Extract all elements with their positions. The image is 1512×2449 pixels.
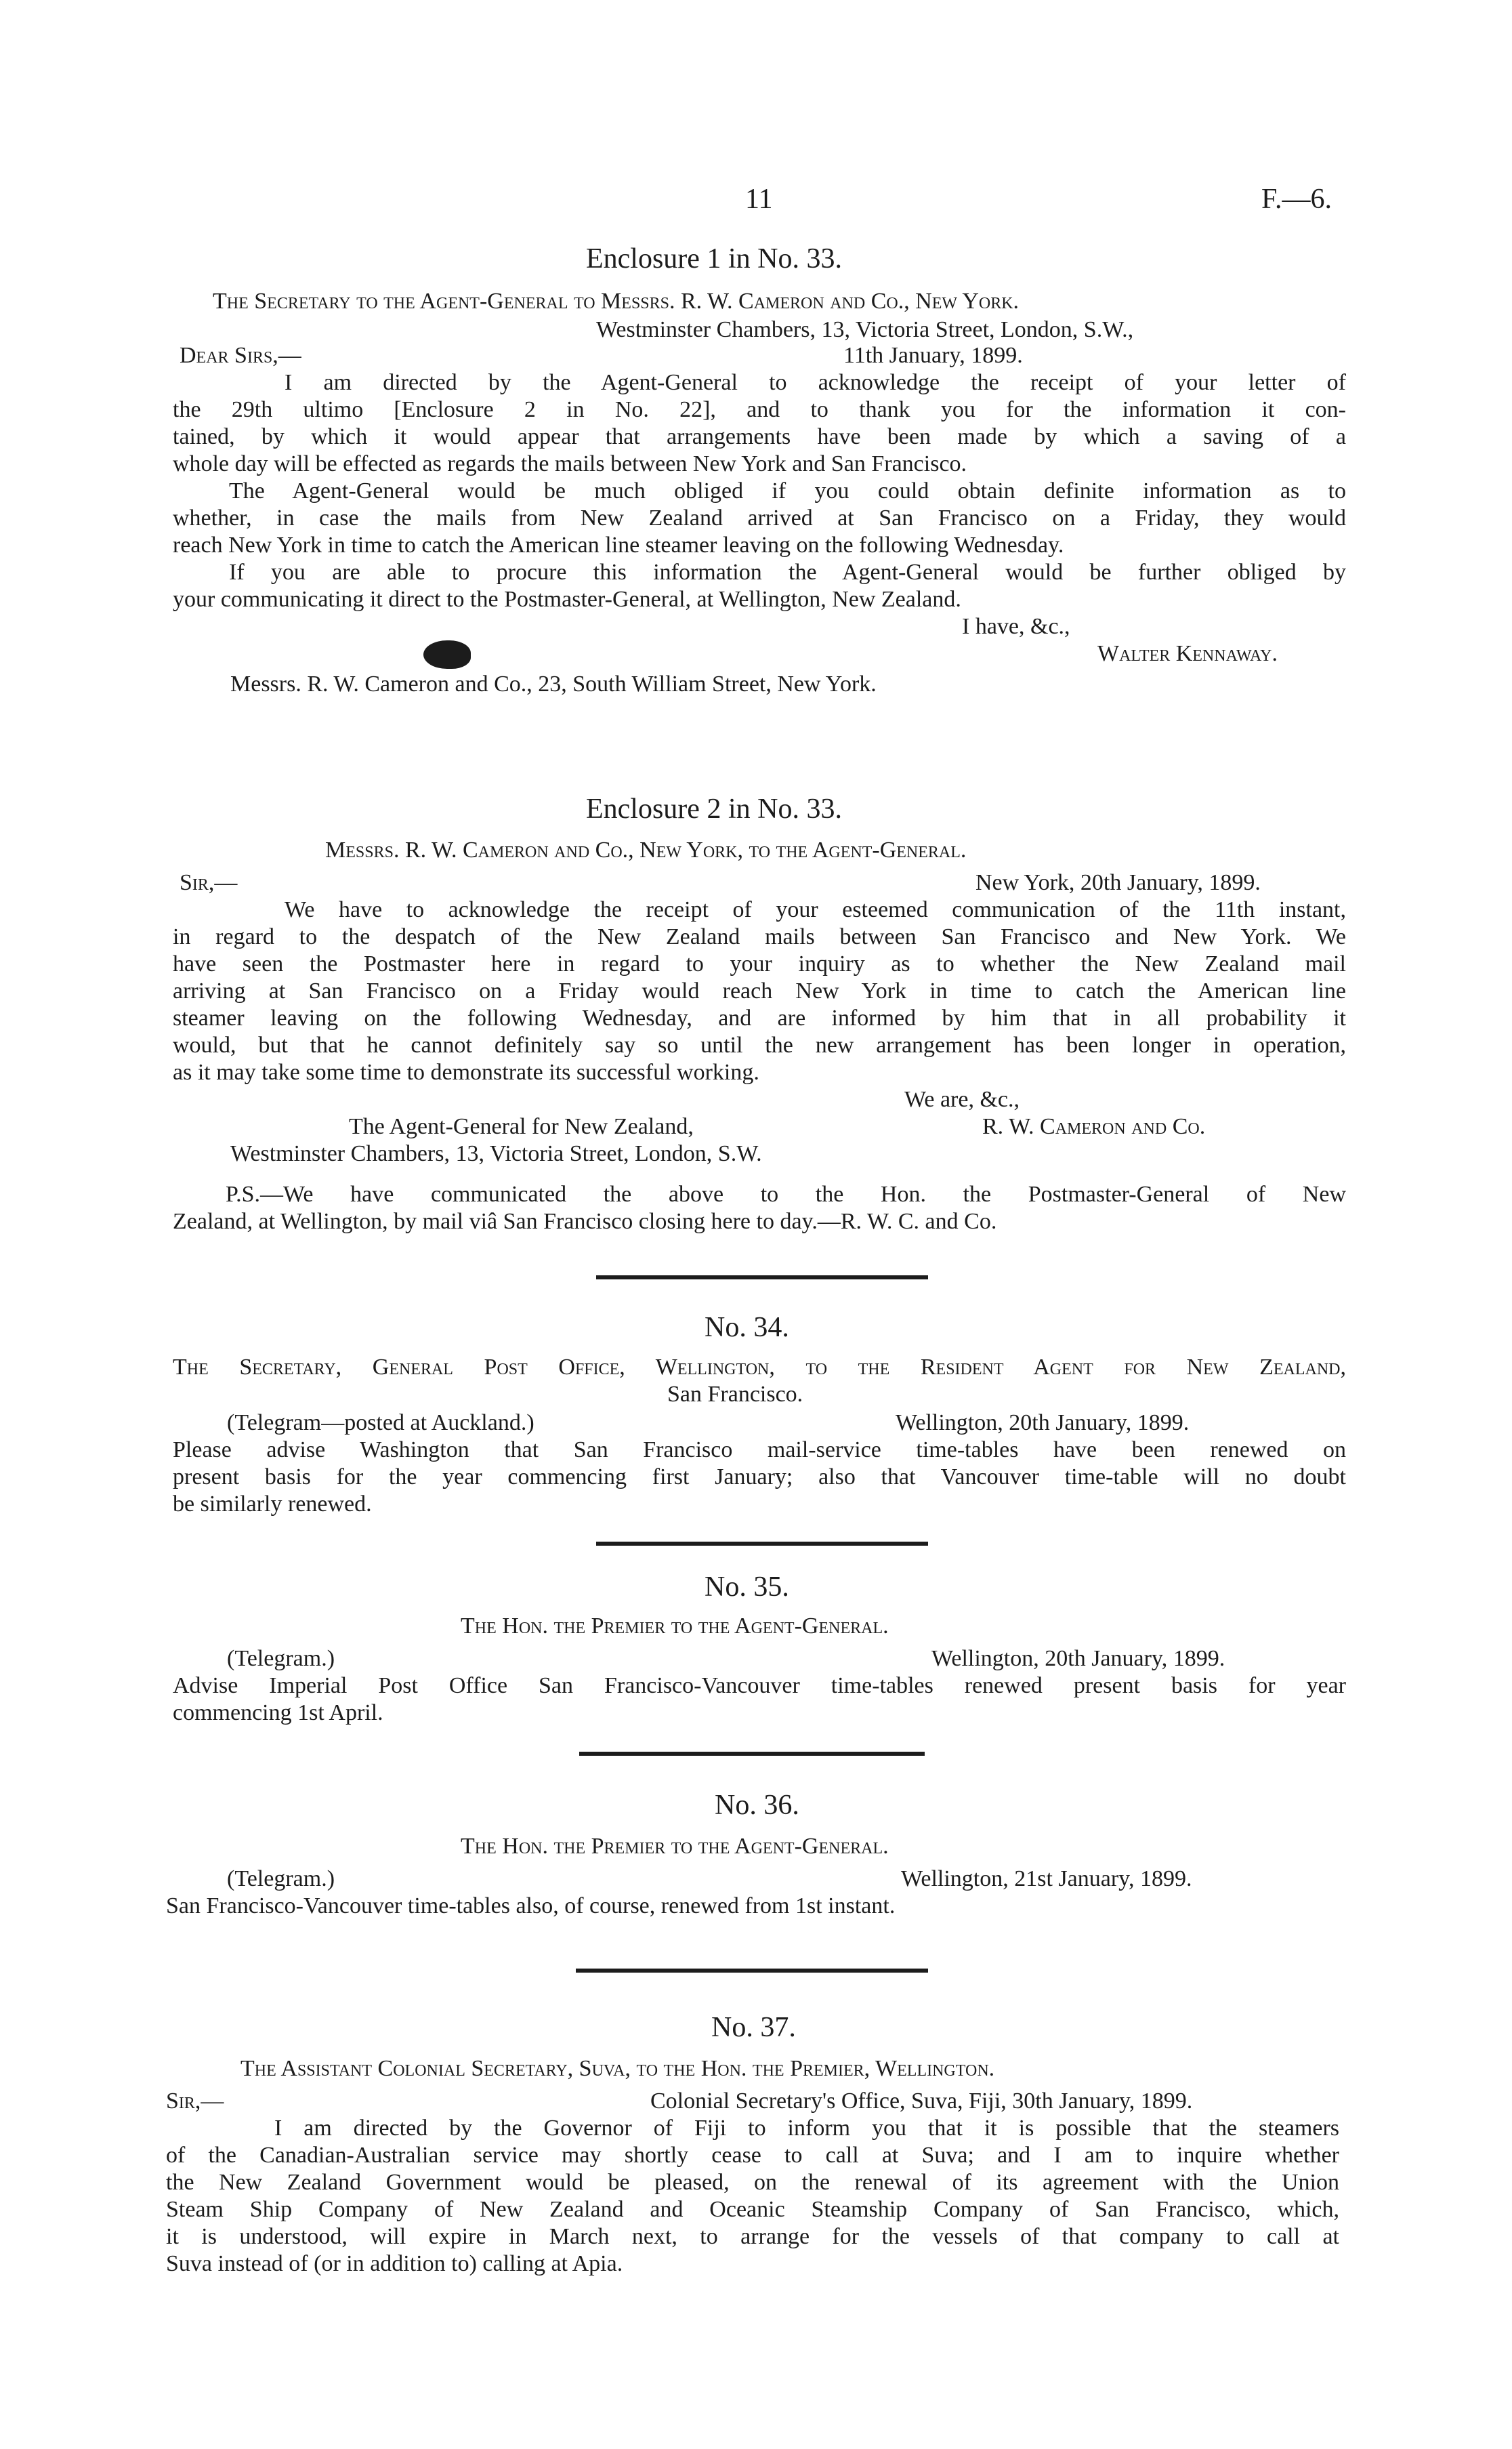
no-35-date: Wellington, 20th January, 1899.: [931, 1646, 1225, 1671]
enclosure-1-line-4: whole day will be effected as regards the mails between New York and San Francisco.: [173, 451, 967, 476]
no-36-heading: No. 36.: [715, 1790, 799, 1821]
enclosure-2-salutation: Sir,—: [180, 870, 238, 895]
enclosure-2-addressee: The Agent-General for New Zealand,: [349, 1114, 694, 1139]
enclosure-1-line-5: The Agent-General would be much obliged if you could obtain definite information as to: [229, 478, 1346, 503]
no-36-line-1: San Francisco-Vancouver time-tables also, of course, renewed from 1st instant.: [166, 1893, 896, 1918]
no-34-heading: No. 34.: [705, 1312, 789, 1343]
document-reference: F.—6.: [1261, 184, 1332, 215]
enclosure-2-line-3: have seen the Postmaster here in regard to your inquiry as to whether the New Zealand mail: [173, 951, 1346, 976]
no-35-line-1: Advise Imperial Post Office San Francisco-Vancouver time-tables renewed present basis for year: [173, 1673, 1346, 1698]
enclosure-1-from-to: The Secretary to the Agent-General to Messrs. R. W. Cameron and Co., New York.: [213, 289, 1020, 314]
enclosure-1-line-2: the 29th ultimo [Enclosure 2 in No. 22], and to thank you for the information it con-: [173, 397, 1346, 422]
enclosure-2-postscript-line-1: P.S.—We have communicated the above to the Hon. the Postmaster-General of New: [226, 1182, 1346, 1207]
enclosure-2-line-7: as it may take some time to demonstrate its successful working.: [173, 1060, 759, 1085]
enclosure-1-closing: I have, &c.,: [962, 614, 1070, 639]
enclosure-1-heading: Enclosure 1 in No. 33.: [586, 243, 842, 274]
no-34-line-1: Please advise Washington that San Francisco mail-service time-tables have been renewed on: [173, 1437, 1346, 1462]
enclosure-2-closing: We are, &c.,: [904, 1087, 1020, 1112]
enclosure-2-date: New York, 20th January, 1899.: [975, 870, 1261, 895]
no-37-line-5: it is understood, will expire in March next, to arrange for the vessels of that company to call at: [166, 2224, 1339, 2249]
enclosure-1-line-3: tained, by which it would appear that arrangements have been made by which a saving of a: [173, 424, 1346, 449]
enclosure-1-date: 11th January, 1899.: [843, 343, 1023, 368]
enclosure-1-address: Westminster Chambers, 13, Victoria Street, London, S.W.,: [596, 317, 1134, 342]
no-34-line-2: present basis for the year commencing first January; also that Vancouver time-table will no doubt: [173, 1464, 1346, 1489]
enclosure-2-signature: R. W. Cameron and Co.: [982, 1114, 1206, 1139]
no-36-mode: (Telegram.): [227, 1866, 335, 1891]
enclosure-1-addressee: Messrs. R. W. Cameron and Co., 23, South William Street, New York.: [230, 672, 877, 697]
no-34-date: Wellington, 20th January, 1899.: [896, 1410, 1190, 1435]
enclosure-1-line-7: reach New York in time to catch the American line steamer leaving on the following Wednesday.: [173, 533, 1064, 558]
enclosure-1-line-6: whether, in case the mails from New Zealand arrived at San Francisco on a Friday, they would: [173, 506, 1346, 531]
enclosure-1-line-8: If you are able to procure this information the Agent-General would be further obliged by: [229, 560, 1346, 585]
no-37-from-to: The Assistant Colonial Secretary, Suva, to the Hon. the Premier, Wellington.: [240, 2056, 995, 2081]
no-37-line-6: Suva instead of (or in addition to) calling at Apia.: [166, 2251, 623, 2276]
no-37-line-1: I am directed by the Governor of Fiji to inform you that it is possible that the steamers: [274, 2116, 1339, 2141]
section-divider: [579, 1752, 925, 1756]
section-divider: [596, 1542, 928, 1546]
no-35-from-to: The Hon. the Premier to the Agent-General.: [461, 1613, 889, 1639]
no-36-date: Wellington, 21st January, 1899.: [901, 1866, 1192, 1891]
no-37-date: Colonial Secretary's Office, Suva, Fiji, 30th January, 1899.: [650, 2088, 1193, 2114]
no-35-heading: No. 35.: [705, 1571, 789, 1603]
section-divider: [576, 1969, 928, 1973]
enclosure-1-line-1: I am directed by the Agent-General to acknowledge the receipt of your letter of: [285, 370, 1346, 395]
ink-blot: [423, 640, 471, 669]
no-37-line-4: Steam Ship Company of New Zealand and Oceanic Steamship Company of San Francisco, which,: [166, 2197, 1339, 2222]
no-34-from-to-continued: San Francisco.: [667, 1382, 803, 1407]
no-37-heading: No. 37.: [711, 2012, 796, 2043]
no-37-line-3: the New Zealand Government would be pleased, on the renewal of its agreement with the Union: [166, 2170, 1339, 2195]
enclosure-1-signature: Walter Kennaway.: [1097, 641, 1278, 666]
enclosure-2-from-to: Messrs. R. W. Cameron and Co., New York, to the Agent-General.: [325, 838, 967, 863]
no-35-line-2: commencing 1st April.: [173, 1700, 383, 1725]
no-34-mode: (Telegram—posted at Auckland.): [227, 1410, 534, 1435]
enclosure-2-heading: Enclosure 2 in No. 33.: [586, 794, 842, 825]
no-37-line-2: of the Canadian-Australian service may shortly cease to call at Suva; and I am to inquire whether: [166, 2143, 1339, 2168]
enclosure-2-line-5: steamer leaving on the following Wednesday, and are informed by him that in all probability it: [173, 1006, 1346, 1031]
enclosure-2-line-6: would, but that he cannot definitely say so until the new arrangement has been longer in operation,: [173, 1033, 1346, 1058]
page-number: 11: [745, 184, 773, 215]
no-34-line-3: be similarly renewed.: [173, 1491, 372, 1517]
section-divider: [596, 1275, 928, 1279]
no-35-mode: (Telegram.): [227, 1646, 335, 1671]
enclosure-2-line-4: arriving at San Francisco on a Friday would reach New York in time to catch the American line: [173, 979, 1346, 1004]
no-37-salutation: Sir,—: [166, 2088, 224, 2114]
enclosure-2-line-2: in regard to the despatch of the New Zealand mails between San Francisco and New York. We: [173, 924, 1346, 949]
no-34-from-to: The Secretary, General Post Office, Wellington, to the Resident Agent for New Zealand,: [173, 1355, 1346, 1380]
enclosure-1-line-9: your communicating it direct to the Postmaster-General, at Wellington, New Zealand.: [173, 587, 961, 612]
enclosure-1-salutation: Dear Sirs,—: [180, 343, 301, 368]
no-36-from-to: The Hon. the Premier to the Agent-General.: [461, 1834, 889, 1859]
enclosure-2-line-1: We have to acknowledge the receipt of your esteemed communication of the 11th instant,: [285, 897, 1346, 922]
enclosure-2-address: Westminster Chambers, 13, Victoria Street, London, S.W.: [230, 1141, 762, 1166]
enclosure-2-postscript-line-2: Zealand, at Wellington, by mail viâ San Francisco closing here to day.—R. W. C. and Co.: [173, 1209, 997, 1234]
